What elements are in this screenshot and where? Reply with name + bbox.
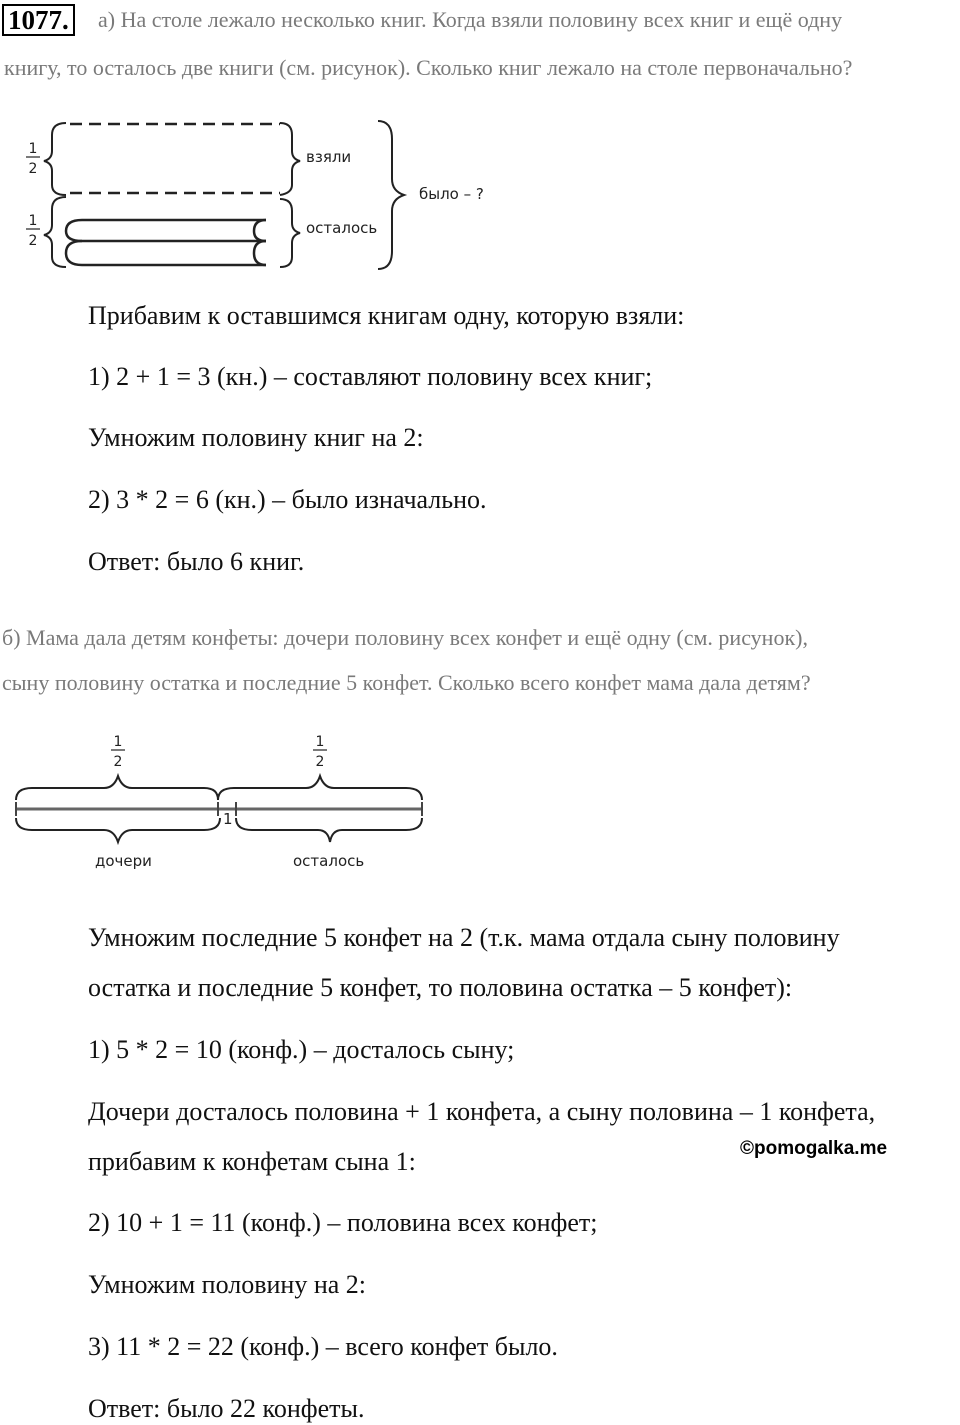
remaining-books: [66, 220, 266, 265]
part-a-solution-line3: Умножим половину книг на 2:: [88, 423, 424, 452]
part-a-solution-line4: 2) 3 * 2 = 6 (кн.) – было изначально.: [88, 485, 487, 514]
svg-text:1: 1: [28, 213, 38, 229]
svg-text:2: 2: [28, 233, 38, 249]
candies-diagram: [0, 730, 440, 880]
part-b-solution-line2: остатка и последние 5 конфет, то половина остатка – 5 конфет):: [88, 973, 793, 1002]
part-b-solution-line4: Дочери досталось половина + 1 конфета, а сыну половина – 1 конфета,: [88, 1097, 876, 1126]
label-total: было – ?: [419, 185, 484, 203]
part-b-answer: Ответ: было 22 конфеты.: [88, 1394, 365, 1423]
fraction-bottom: [26, 213, 40, 249]
svg-text:1: 1: [28, 141, 38, 157]
svg-text:2: 2: [28, 161, 38, 177]
bottom-brace-daughter: [16, 818, 220, 842]
bottom-brace-left: [236, 818, 422, 842]
part-a-solution-line2: 1) 2 + 1 = 3 (кн.) – составляют половину всех книг;: [88, 362, 653, 391]
svg-text:2: 2: [113, 754, 123, 770]
right-brace-left: [280, 199, 300, 267]
left-brace-bottom: [44, 197, 66, 267]
label-taken: взяли: [306, 148, 352, 166]
fraction-right: [313, 734, 327, 770]
part-a-condition-line1: а) На столе лежало несколько книг. Когда взяли половину всех книг и ещё одну: [98, 7, 843, 32]
label-one: 1: [223, 810, 233, 828]
watermark: ©pomogalka.me: [740, 1138, 888, 1159]
part-b-solution-line5: прибавим к конфетам сына 1:: [88, 1147, 416, 1176]
svg-text:1: 1: [315, 734, 325, 750]
part-b-solution-line6: 2) 10 + 1 = 11 (конф.) – половина всех конфет;: [88, 1208, 598, 1237]
fraction-left: [111, 734, 125, 770]
top-brace-right: [218, 776, 422, 800]
right-brace-taken: [280, 123, 300, 195]
part-a-condition-line2: книгу, то осталось две книги (см. рисунок). Сколько книг лежало на столе первоначально?: [4, 55, 853, 80]
part-b-solution-line8: 3) 11 * 2 = 22 (конф.) – всего конфет было.: [88, 1332, 558, 1361]
right-brace-total: [378, 121, 404, 269]
label-remaining: осталось: [293, 852, 365, 870]
left-brace-top: [44, 123, 66, 195]
part-a-answer: Ответ: было 6 книг.: [88, 547, 305, 576]
part-b-condition-line2: сыну половину остатка и последние 5 конфет. Сколько всего конфет мама дала детям?: [2, 670, 811, 695]
part-b-condition-line1: б) Мама дала детям конфеты: дочери половину всех конфет и ещё одну (см. рисунок),: [2, 625, 808, 650]
part-a-solution-line1: Прибавим к оставшимся книгам одну, которую взяли:: [88, 301, 685, 330]
label-daughter: дочери: [95, 852, 152, 870]
part-b-solution-line3: 1) 5 * 2 = 10 (конф.) – досталось сыну;: [88, 1035, 515, 1064]
label-left: осталось: [306, 219, 378, 237]
fraction-top: [26, 141, 40, 177]
svg-text:1: 1: [113, 734, 123, 750]
part-b-solution-line7: Умножим половину на 2:: [88, 1270, 367, 1299]
part-b-solution-line1: Умножим последние 5 конфет на 2 (т.к. мама отдала сыну половину: [88, 923, 840, 952]
top-brace-left: [16, 776, 218, 800]
svg-text:2: 2: [315, 754, 325, 770]
task-number: 1077.: [2, 4, 75, 36]
